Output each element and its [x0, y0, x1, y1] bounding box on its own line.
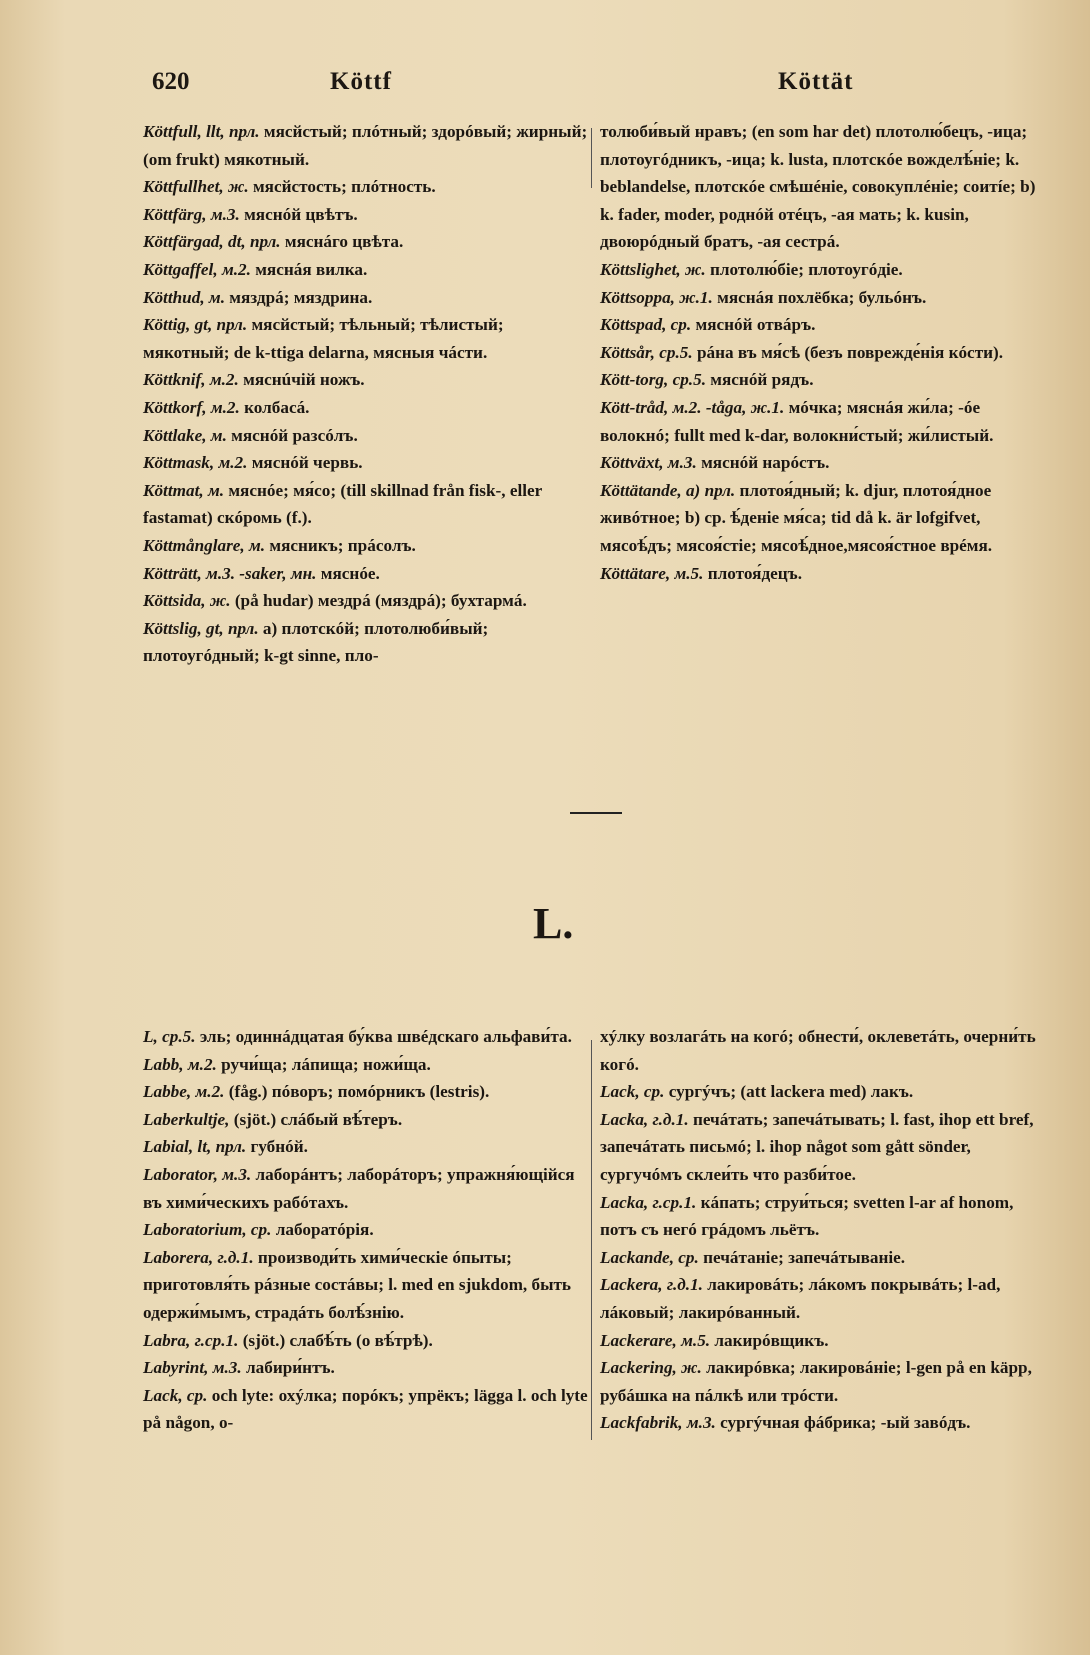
entry-headword: Kötthud, [143, 287, 205, 307]
dictionary-entry [143, 284, 589, 312]
entry-headword: Labb, [143, 1054, 184, 1074]
entry-translation: a) плотскóй; плотолюби́вый; плотоугóдный; k-gt sinne, пло- [143, 618, 489, 666]
entry-translation: лакирóвка; лакировáніе; l-gen på en käpp, рубáшка на пáлкѣ или трóсти. [600, 1358, 1032, 1405]
entry-grammar: г.ср.1. [194, 1330, 239, 1350]
entry-headword: Lackfabrik, [600, 1413, 683, 1433]
entry-translation: мóчка; мяснáя жи́ла; -óе волокнó; fullt med k-dar, волокни́стый; жи́листый. [600, 397, 994, 445]
entry-headword: Köttslig, gt, [143, 618, 224, 638]
entry-grammar: a) прл. [685, 480, 736, 500]
dictionary-entry [143, 615, 589, 670]
right-running-head: Köttät [778, 68, 854, 95]
dictionary-entry [143, 366, 589, 394]
entry-headword: Lackering, [600, 1358, 677, 1378]
entry-translation: мяснóй отвáръ. [695, 315, 816, 335]
entry-translation: мясйстый; тѣльный; тѣлистый; мякотный; de k-ttiga delarna, мясныя чáсти. [143, 315, 504, 362]
entry-grammar: м.2. [221, 259, 251, 279]
dictionary-entry [143, 1161, 589, 1216]
dictionary-entry [143, 1051, 589, 1079]
dictionary-entry [143, 173, 589, 201]
entry-grammar: ср.5. [162, 1027, 196, 1046]
entry-translation: плотоя́дный; k. djur, плотоя́дное живóтное; b) ср. ѣ́деніе мя́са; tid då k. är lofgifvet, мясоѣ́дъ; мясоя́стіе; мясоѣ́дное,мясоя́стное врéмя. [600, 480, 993, 555]
entry-translation: производи́ть хими́ческіе óпыты; приготовля́ть рáзные состáвы; l. med en sjukdom, быть одержи́мымъ, страдáть болѣ́знію. [143, 1247, 572, 1322]
entry-grammar: м.3. [222, 1164, 252, 1184]
dictionary-entry [600, 311, 1042, 339]
entry-grammar: г.д.1. [666, 1275, 703, 1295]
dictionary-entry [600, 1078, 1042, 1106]
entry-grammar: прл. [216, 315, 248, 335]
entry-headword: Köttfärgad, dt, [143, 232, 246, 252]
entry-grammar: г.д.1. [217, 1247, 254, 1267]
entry-grammar: м. [207, 480, 225, 500]
entry-translation: (på hudar) мездрá (мяздрá); бухтармá. [234, 591, 527, 611]
entry-translation: плотолю́біе; плотоугóдіе. [709, 259, 903, 279]
entry-grammar: ср. [678, 1247, 699, 1267]
entry-translation: губнóй. [250, 1137, 308, 1157]
entry-translation: плотоя́децъ. [707, 563, 802, 583]
dictionary-entry [143, 256, 589, 284]
entry-translation: печáтать; запечáтывать; l. fast, ihop ett bref, запечáтать письмó; l. ihop något som gått sönder, сургучóмъ склеи́ть что разби́тое. [600, 1109, 1034, 1184]
entry-translation: мяснóй цвѣтъ. [244, 204, 358, 224]
entry-translation: кáпать; струи́ться; svetten l-ar af honom, потъ съ негó грáдомъ льётъ. [600, 1192, 1014, 1240]
entry-headword: Köttspad, [600, 315, 667, 335]
dictionary-entry [143, 1244, 589, 1327]
dictionary-entry [143, 1023, 589, 1051]
entry-translation: мяснóй нарóстъ. [701, 453, 830, 473]
dictionary-entry [143, 228, 589, 256]
entry-headword: Lacka, [600, 1192, 649, 1212]
entry-translation: мясйстость; плóтность. [252, 177, 436, 197]
entry-grammar: ж. [685, 259, 706, 279]
column-divider-bottom [591, 1040, 592, 1440]
entry-headword: Köttmask, [143, 453, 215, 473]
page-header [150, 68, 1020, 108]
entry-grammar: м.3. -saker, мн. [206, 563, 317, 583]
entry-translation: эль; одиннáдцатая бу́ква швéдскаго альфави́та. [199, 1027, 572, 1046]
entry-grammar: ср. [250, 1220, 272, 1240]
dictionary-entry [600, 118, 1042, 256]
dictionary-entry [143, 477, 589, 532]
entry-translation: мяснóй червь. [251, 453, 363, 473]
entry-headword: Köttfärg, [143, 204, 207, 224]
entry-grammar: ср. [643, 1082, 665, 1102]
dictionary-entry [600, 477, 1042, 560]
dictionary-entry [143, 201, 589, 229]
entry-translation: мяснóе; мя́со; (till skillnad från fisk-, eller fastamat) скóромь (f.). [143, 480, 542, 528]
entry-translation: лакирóвщикъ. [714, 1330, 829, 1350]
dictionary-entry [143, 1133, 589, 1161]
entry-translation: (sjöt.) слáбый вѣ́теръ. [233, 1109, 403, 1129]
dictionary-entry [600, 1327, 1042, 1355]
dictionary-entry [143, 1216, 589, 1244]
column-left-bottom [143, 1023, 589, 1437]
entry-translation: мясникъ; прáсолъ. [269, 535, 416, 555]
dictionary-entry [600, 1354, 1042, 1409]
entry-translation: мяснóе. [320, 563, 380, 583]
entry-headword: Köttsår, [600, 342, 655, 362]
entry-headword: Labial, lt, [143, 1137, 212, 1157]
section-separator-rule [570, 812, 622, 814]
entry-grammar: м.2. [218, 453, 248, 473]
entry-headword: Köttfull, llt, [143, 122, 225, 141]
entry-grammar: м. [249, 535, 266, 555]
dictionary-entry [600, 339, 1042, 367]
entry-headword: Köttväxt, [600, 453, 664, 473]
entry-translation: лаборáнтъ; лаборáторъ; упражня́ющійся въ хими́ческихъ рабóтахъ. [143, 1164, 575, 1212]
entry-translation: хýлку возлагáть на когó; обнести́, оклеветáть, очерни́ть когó. [600, 1027, 1036, 1074]
entry-grammar: м.2. [209, 370, 239, 390]
entry-headword: Laborera, [143, 1247, 214, 1267]
entry-grammar: ж. [209, 591, 231, 611]
entry-grammar: м. [208, 287, 225, 307]
entry-grammar: ж. [681, 1358, 702, 1378]
dictionary-entry [143, 394, 589, 422]
entry-grammar: м.2. [187, 1054, 217, 1074]
entry-translation: мяснóй рядъ. [710, 370, 814, 390]
entry-headword: Köttmat, [143, 480, 204, 500]
dictionary-entry [143, 587, 589, 615]
left-running-head: Köttf [330, 68, 392, 95]
dictionary-entry [143, 422, 589, 450]
entry-headword: Lack, [143, 1385, 183, 1405]
dictionary-entry [143, 1354, 589, 1382]
entry-grammar: г.д.1. [652, 1109, 689, 1129]
dictionary-entry [600, 1106, 1042, 1189]
entry-headword: Köttsoppa, [600, 287, 675, 307]
entry-headword: Lackera, [600, 1275, 663, 1295]
dictionary-entry [600, 256, 1042, 284]
entry-headword: Lacka, [600, 1109, 649, 1129]
dictionary-entry [143, 311, 589, 366]
entry-headword: Köttmånglare, [143, 535, 245, 555]
entry-translation: лакировáть; лáкомъ покрывáть; l-ad, лáковый; лакирóванный. [600, 1275, 1001, 1322]
entry-translation: мяснúчій ножъ. [243, 370, 365, 390]
entry-translation: (sjöt.) слабѣ́ть (о вѣ́трѣ). [242, 1330, 433, 1350]
entry-translation: ручи́ща; лáпища; ножи́ща. [221, 1054, 431, 1074]
entry-headword: Köttknif, [143, 370, 206, 390]
section-letter-heading: L. [533, 899, 574, 948]
dictionary-entry [600, 560, 1042, 588]
entry-translation: лабири́нтъ. [245, 1358, 335, 1378]
entry-headword: Köttlake, [143, 425, 207, 445]
dictionary-entry [143, 449, 589, 477]
dictionary-entry [143, 1078, 589, 1106]
entry-grammar: ср. [186, 1385, 208, 1405]
dictionary-entry [600, 394, 1042, 449]
entry-grammar: м.3. [212, 1358, 242, 1378]
entry-grammar: прл. [249, 232, 281, 252]
entry-translation: мяснáго цвѣта. [284, 232, 404, 252]
entry-translation: лаборатóрія. [275, 1220, 374, 1240]
entry-grammar: м.5. [681, 1330, 711, 1350]
column-right-top [600, 118, 1042, 587]
entry-headword: Labra, [143, 1330, 191, 1350]
dictionary-entry [143, 560, 589, 588]
column-divider-top [591, 128, 592, 188]
dictionary-entry [600, 1189, 1042, 1244]
entry-headword: Laborator, [143, 1164, 218, 1184]
entry-headword: Köttslighet, [600, 259, 681, 279]
entry-headword: Kötträtt, [143, 563, 202, 583]
entry-headword: Lackande, [600, 1247, 674, 1267]
entry-grammar: г.ср.1. [652, 1192, 697, 1212]
entry-headword: Köttätare, [600, 563, 671, 583]
dictionary-entry [143, 118, 589, 173]
dictionary-entry [600, 1409, 1042, 1437]
dictionary-entry [143, 1382, 589, 1437]
dictionary-entry [143, 1106, 589, 1134]
dictionary-entry [600, 1023, 1042, 1078]
dictionary-entry [600, 366, 1042, 394]
entry-translation: печáтаніе; запечáтываніе. [703, 1247, 906, 1267]
entry-grammar: м.2. [210, 397, 240, 417]
entry-grammar: ж.1. [679, 287, 713, 307]
dictionary-entry [600, 1271, 1042, 1326]
dictionary-entry [143, 1327, 589, 1355]
entry-translation: (fåg.) пóворъ; помóрникъ (lestris). [228, 1082, 490, 1102]
entry-headword: Köttsida, [143, 591, 206, 611]
entry-headword: Labyrint, [143, 1358, 209, 1378]
dictionary-entry [600, 284, 1042, 312]
entry-grammar: м.3. [210, 204, 240, 224]
entry-headword: Köttätande, [600, 480, 682, 500]
dictionary-entry [600, 1244, 1042, 1272]
entry-grammar: м.2. [195, 1082, 225, 1102]
entry-headword: Kött-torg, [600, 370, 669, 390]
entry-translation: сургýчъ; (att lackera med) лакъ. [668, 1082, 914, 1102]
dictionary-entry [143, 532, 589, 560]
entry-headword: Laboratorium, [143, 1220, 247, 1240]
entry-grammar: ж. [228, 177, 249, 197]
dictionary-entry [600, 449, 1042, 477]
entry-grammar: ср.5. [672, 370, 706, 390]
entry-headword: Laberkultje, [143, 1109, 230, 1129]
column-left-top [143, 118, 589, 670]
entry-headword: Köttfullhet, [143, 177, 224, 197]
entry-translation: мясйстый; плóтный; здорóвый; жирный; (om frukt) мякотный. [143, 122, 588, 169]
entry-grammar: м. [210, 425, 227, 445]
entry-grammar: м.3. [667, 453, 697, 473]
entry-headword: Lackerare, [600, 1330, 677, 1350]
entry-headword: Köttkorf, [143, 397, 207, 417]
entry-headword: Köttig, gt, [143, 315, 213, 335]
entry-grammar: м.3. [686, 1413, 716, 1433]
entry-translation: мяснáя похлёбка; бульóнъ. [717, 287, 927, 307]
entry-grammar: ср. [670, 315, 692, 335]
entry-grammar: м.5. [674, 563, 704, 583]
entry-translation: мяснóй разсóлъ. [231, 425, 358, 445]
page-number: 620 [152, 68, 190, 95]
entry-grammar: прл. [228, 618, 259, 638]
entry-grammar: ср.5. [659, 342, 693, 362]
entry-headword: Köttgaffel, [143, 259, 218, 279]
entry-translation: толюби́вый нравъ; (en som har det) плотолю́бецъ, -ица; плотоугóдникъ, -ица; k. lusta, плотскóе вожделѣ́ніе; k. beblandelse, плотскóе смѣшéніе, совокуплéніе; соитíе; b) k. fader, moder, роднóй отéцъ, -ая мать; k. kusin, двоюрóдный братъ, -ая сестрá. [600, 122, 1036, 252]
entry-translation: рáна въ мя́сѣ (безъ поврежде́нія кóсти). [696, 342, 1004, 362]
entry-headword: Lack, [600, 1082, 640, 1102]
entry-grammar: прл. [228, 122, 260, 141]
entry-translation: колбасá. [244, 397, 310, 417]
entry-translation: och lyte: охýлка; порóкъ; упрёкъ; lägga l. och lyte på någon, о- [143, 1385, 588, 1433]
entry-translation: мяздрá; мяздрина. [229, 287, 373, 307]
entry-grammar: прл. [215, 1137, 247, 1157]
entry-grammar: м.2. -tåga, ж.1. [672, 397, 785, 417]
entry-headword: L, [143, 1027, 158, 1046]
entry-headword: Kött-tråd, [600, 397, 669, 417]
entry-translation: сургýчная фáбрика; -ый завóдъ. [720, 1413, 971, 1433]
entry-headword: Labbe, [143, 1082, 192, 1102]
entry-translation: мяснáя вилка. [255, 259, 368, 279]
column-right-bottom [600, 1023, 1042, 1437]
